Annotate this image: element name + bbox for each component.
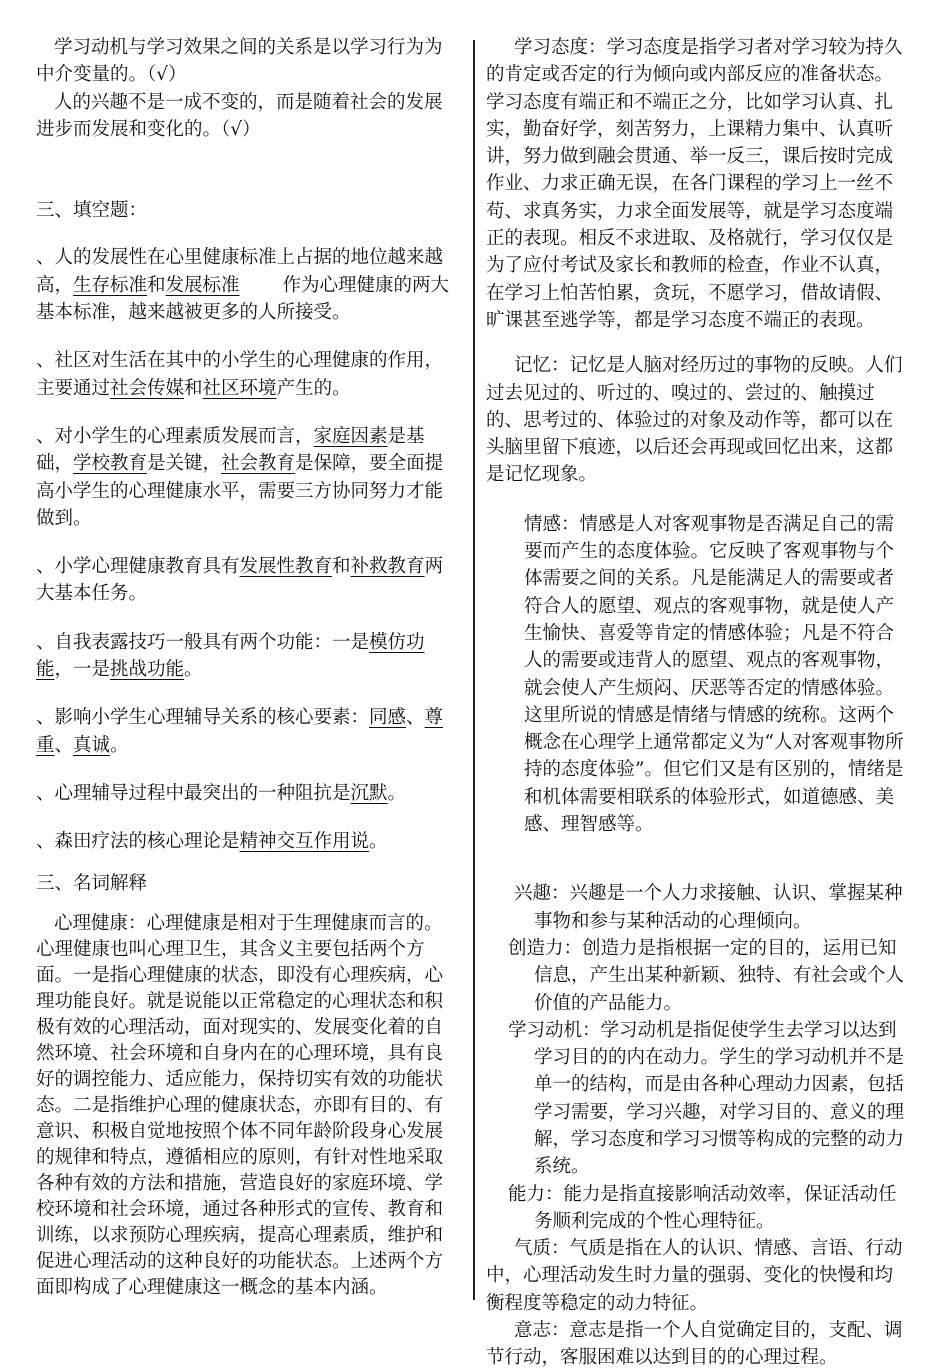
fill-answer: 精神交互作用说 <box>239 831 370 853</box>
fill-text: 作为心理健康的两大基本标准，越来越被更多的人所接受。 <box>36 274 449 324</box>
fill-text: 和 <box>147 274 166 296</box>
fill-answer: 学校教育 <box>73 453 148 475</box>
fill-item-4 <box>36 553 454 608</box>
fill-answer: 社会教育 <box>221 453 296 475</box>
fill-item-2 <box>36 347 454 402</box>
term-learning-attitude: 学习态度：学习态度是指学习者对学习较为持久的肯定或否定的行为倾向或内部反应的准备状态。学习态度有端正和不端正之分，比如学习认真、扎实，勤奋好学，刻苦努力，上课精力集中、认真听讲，努力做到融会贯通、举一反三，课后按时完成作业、力求正确无误，在各门课程的学习上一丝不苟、求真务实，力求全面发展等，就是学习态度端正的表现。相反不求进取、及格就行，学习仅仅是为了应付考试及家长和教师的检查，作业不认真，在学习上怕苦怕累，贪玩，不愿学习，借故请假、旷课甚至逃学等，都是学习态度不端正的表现。 <box>486 37 903 331</box>
fill-text: 、人的发展性在心里健康标准上占据的地位越来越高， <box>36 247 444 296</box>
fill-answer: 同感 <box>369 707 407 729</box>
fill-text: 是保障，要全面提高小学生的心理健康水平，需要三方协同努力才能做到。 <box>36 453 444 529</box>
fill-text: 和 <box>184 377 203 399</box>
fill-text: 、心理辅导过程中最突出的一种阻抗是 <box>36 782 351 804</box>
true-false-item-2: 人的兴趣不是一成不变的，而是随着社会的发展进步而发展和变化的。（√） <box>36 91 443 140</box>
fill-item-8 <box>36 828 454 855</box>
fill-text: 、影响小学生心理辅导关系的核心要素： <box>36 707 370 729</box>
fill-text: 是基础， <box>36 425 425 475</box>
fill-item-6 <box>36 704 454 759</box>
fill-text: 、 <box>54 734 74 756</box>
fill-answer: 社区环境 <box>202 377 277 399</box>
term-mental-health: 心理健康：心理健康是相对于生理健康而言的。心理健康也叫心理卫生，其含义主要包括两个方面。一是指心理健康的状态，即没有心理疾病，心理功能良好。就是说能以正常稳定的心理状态和积极有效的心理活动，面对现实的、发展变化着的自然环境、社会环境和自身内在的心理环境，具有良好的调控能力、适应能力，保持切实有效的功能状态。二是指维护心理的健康状态，亦即有目的、有意识、积极自觉地按照个体不同年龄阶段身心发展的规律和特点，遵循相应的原则，有针对性地采取各种有效的方法和措施，营造良好的家庭环境、学校环境和社会环境，通过各种形式的宣传、教育和训练，以求预防心理疾病，提高心理素质，维护和促进心理活动的这种良好的功能状态。上述两个方面即构成了心理健康这一概念的基本内涵。 <box>36 912 444 1298</box>
fill-text: 、自我表露技巧一般具有两个功能：一是 <box>36 631 370 653</box>
fill-answer: 发展标准 <box>165 274 240 296</box>
fill-text: 。 <box>369 831 388 853</box>
term-will: 意志：意志是指一个人自觉确定目的，支配、调节行动，客服困难以达到目的的心理过程。 <box>486 1320 903 1369</box>
fill-item-7 <box>36 780 454 807</box>
term-emotion: 情感：情感是人对客观事物是否满足自己的需要而产生的态度体验。它反映了客观事物与个体需要之间的关系。凡是能满足人的需要或者符合人的愿望、观点的客观事物，就是使人产生愉快、喜爱等肯定的情感体验；凡是不符合人的需要或违背人的愿望、观点的客观事物，就会使人产生烦闷、厌恶等否定的情感体验。这里所说的情感是情绪与情感的统称。这两个概念在心理学上通常都定义为“人对客观事物所持的态度体验”。但它们又是有区别的，情绪是和机体需要相联系的体验形式，如道德感、美感、理智感等。 <box>524 513 904 836</box>
true-false-item-1: 学习动机与学习效果之间的关系是以学习行为为中介变量的。（√） <box>36 37 443 86</box>
column-divider <box>473 40 475 1300</box>
term-memory: 记忆：记忆是人脑对经历过的事物的反映。人们过去见过的、听过的、嗅过的、尝过的、触摸过的、思考过的、体验过的对象及动作等，都可以在头脑里留下痕迹，以后还会再现或回忆出来，这都是记忆现象。 <box>486 355 903 486</box>
fill-text: 、小学心理健康教育具有 <box>36 556 240 578</box>
fill-blank-heading: 三、填空题： <box>36 200 148 222</box>
fill-text: 产生的。 <box>276 377 351 399</box>
fill-text: 、对小学生的心理素质发展而言， <box>36 425 314 447</box>
fill-item-5 <box>36 629 454 684</box>
fill-answer: 沉默 <box>350 782 388 804</box>
term-temperament: 气质：气质是指在人的认识、情感、言语、行动中，心理活动发生时力量的强弱、变化的快慢和均衡程度等稳定的动力特征。 <box>486 1238 903 1314</box>
fill-text: 。 <box>184 659 203 681</box>
fill-text: 两大基本任务。 <box>36 556 444 605</box>
fill-answer: 真诚 <box>73 734 111 756</box>
fill-answer: 生存标准 <box>73 274 148 296</box>
left-column <box>36 34 454 1301</box>
fill-text: 、 <box>406 707 425 729</box>
terms-heading: 三、名词解释 <box>36 872 148 894</box>
term-interest: 兴趣：兴趣是一个人力求接触、认识、掌握某种事物和参与某种活动的心理倾向。 <box>514 883 903 932</box>
right-column <box>486 34 906 1372</box>
fill-text: 。 <box>110 734 129 756</box>
fill-answer: 补救教育 <box>350 556 425 578</box>
fill-answer: 发展性教育 <box>239 556 333 578</box>
term-learning-motivation: 学习动机：学习动机是指促使学生去学习以达到学习目的的内在动力。学生的学习动机并不是单一的结构，而是由各种心理动力因素，包括学习需要，学习兴趣，对学习目的、意义的理解，学习态度和学习习惯等构成的完整的动力系统。 <box>508 1019 905 1178</box>
fill-text: 和 <box>332 556 351 578</box>
fill-text: 是关键， <box>147 453 222 475</box>
fill-text: ，一是 <box>54 659 111 681</box>
fill-text: 、森田疗法的核心理论是 <box>36 831 240 853</box>
term-creativity: 创造力：创造力是指根据一定的目的，运用已知信息，产生出某种新颖、独特、有社会或个人价值的产品能力。 <box>508 937 905 1014</box>
fill-answer: 挑战功能 <box>110 659 185 681</box>
term-ability: 能力：能力是指直接影响活动效率，保证活动任务顺利完成的个性心理特征。 <box>508 1183 897 1232</box>
fill-item-1 <box>36 244 454 326</box>
fill-answer: 尊重 <box>36 707 444 756</box>
fill-text: 。 <box>387 782 407 804</box>
fill-answer: 模仿功能 <box>36 631 425 681</box>
fill-text: 、社区对生活在其中的小学生的心理健康的作用，主要通过 <box>36 350 444 399</box>
fill-answer: 家庭因素 <box>313 425 388 447</box>
fill-answer: 社会传媒 <box>110 377 185 399</box>
fill-item-3 <box>36 423 454 532</box>
